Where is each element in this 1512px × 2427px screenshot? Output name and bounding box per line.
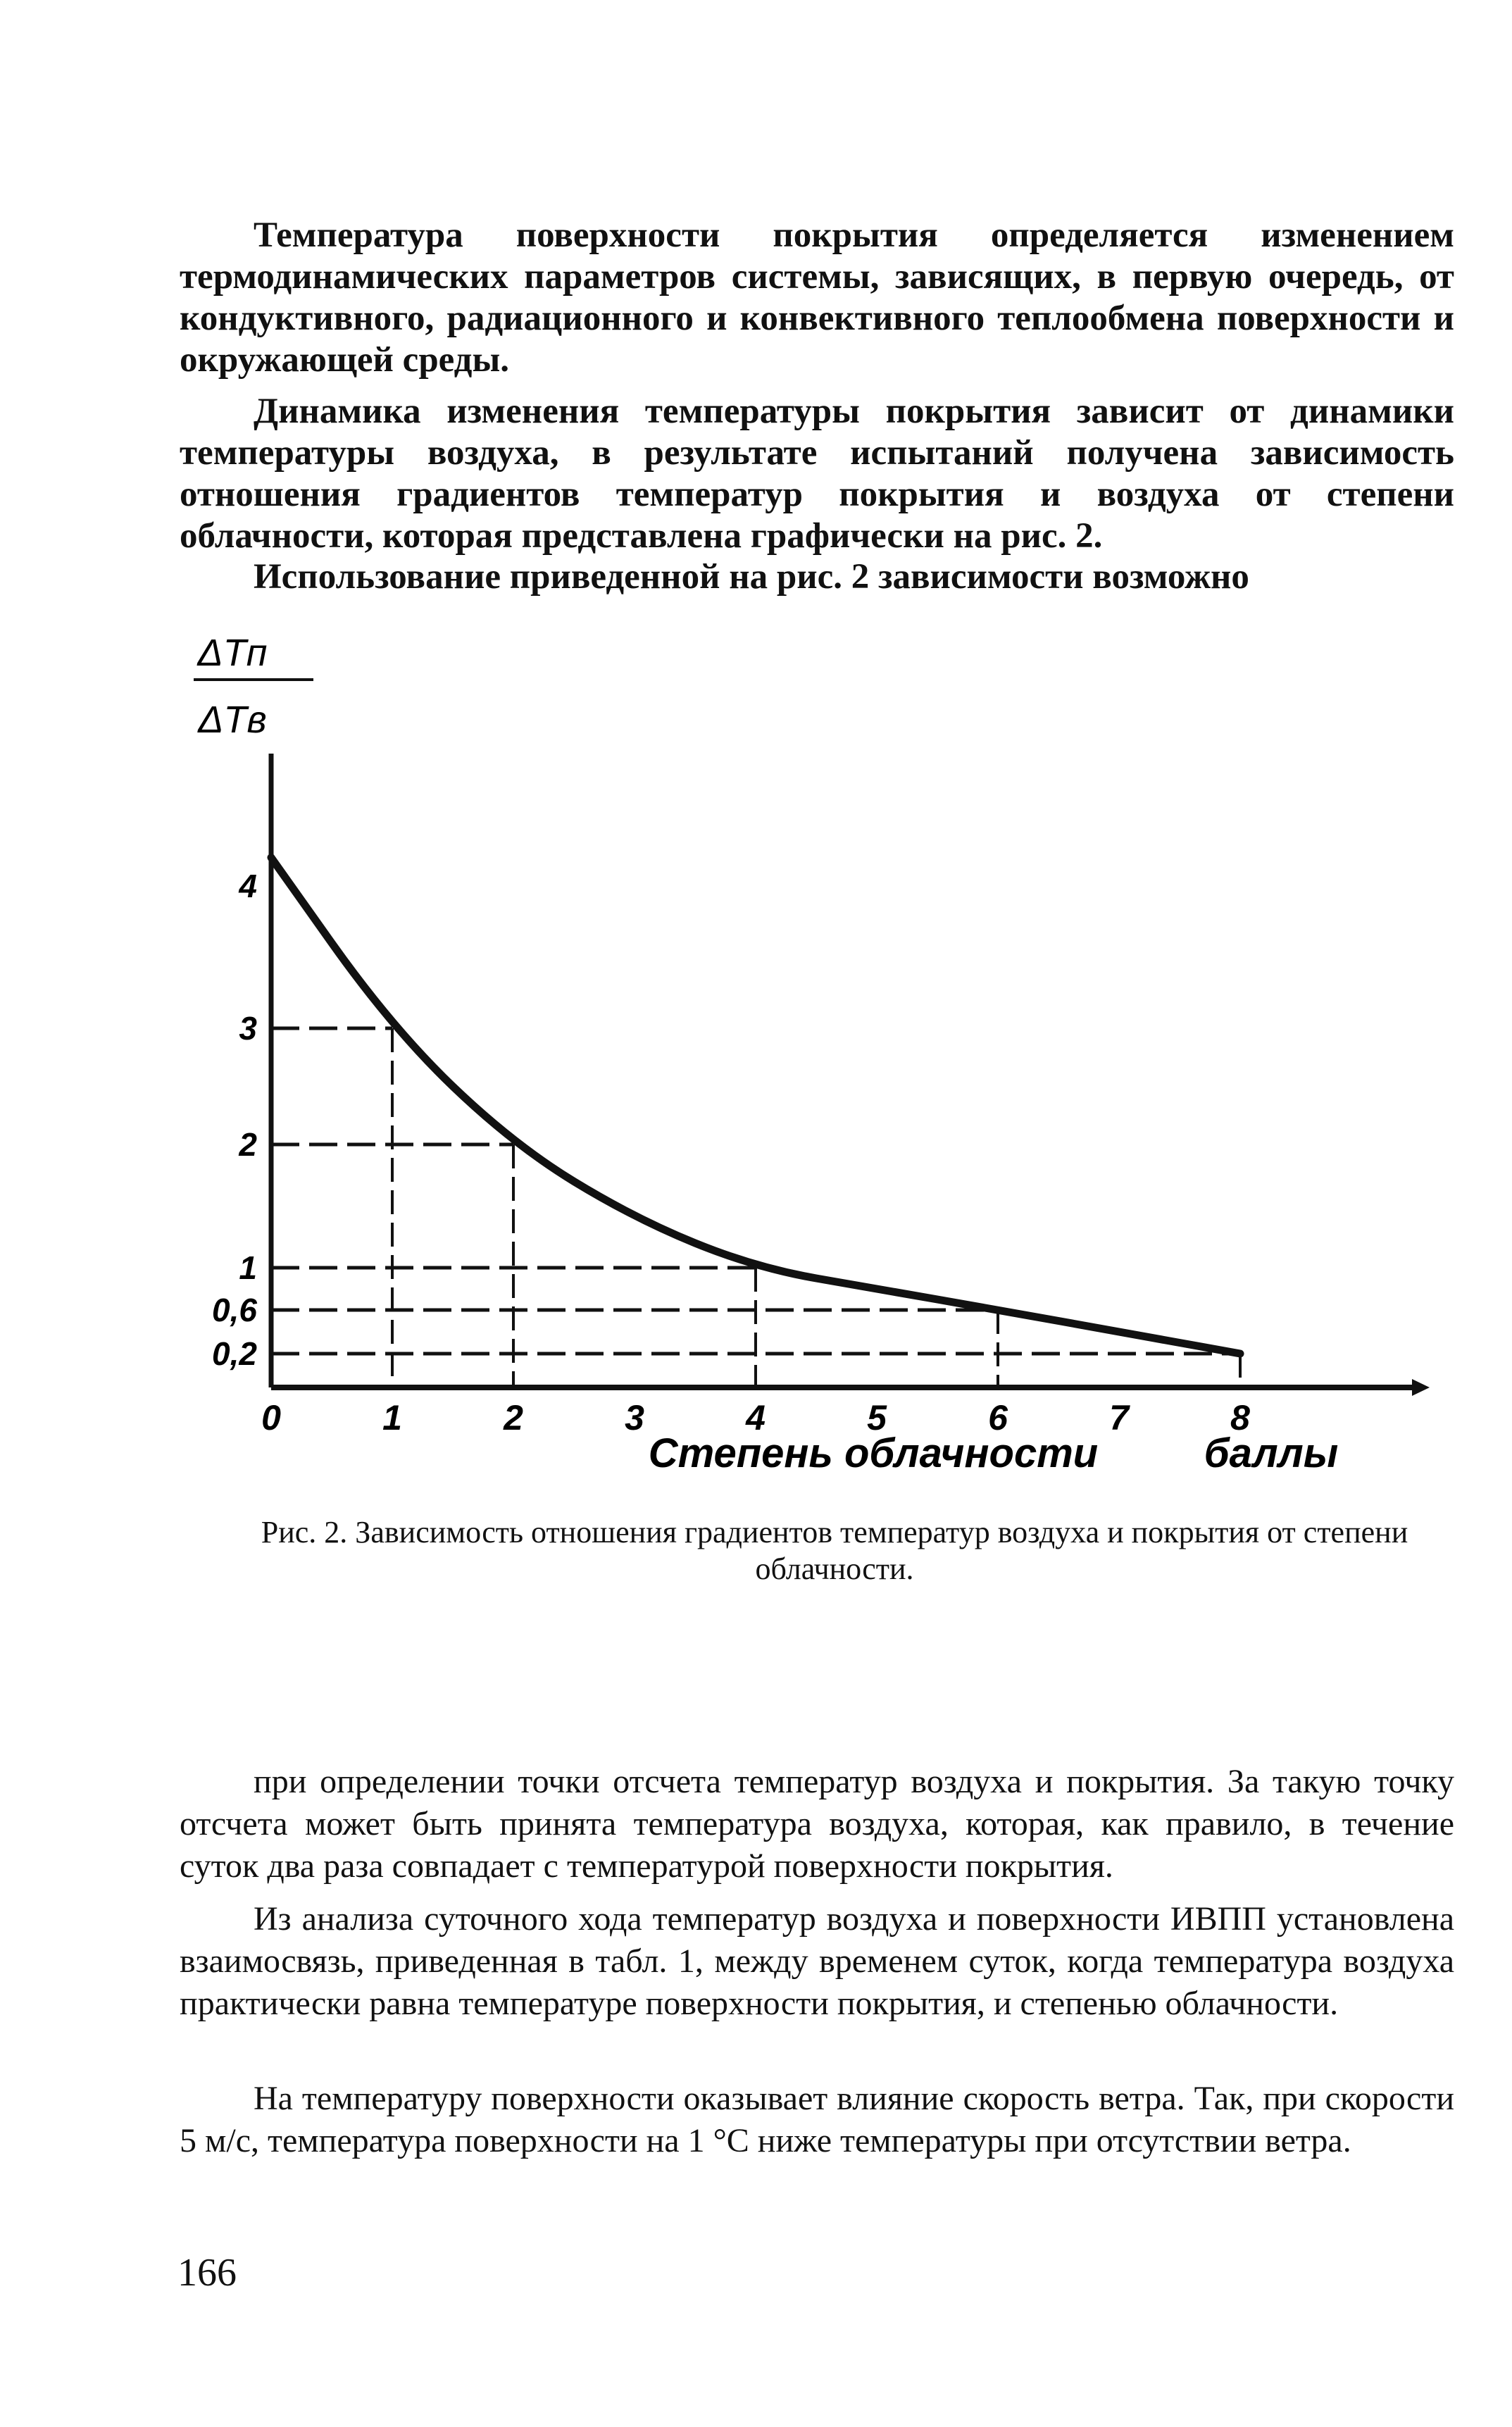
- y-tick-label-3: 1: [239, 1249, 257, 1286]
- paragraph-6: На температуру поверхности оказывает влияние скорость ветра. Так, при скорости 5 м/с, температура поверхности на 1 °С ниже температуры при отсутствии ветра.: [180, 2080, 1454, 2159]
- x-tick-label-1: 1: [382, 1398, 402, 1437]
- paragraph-2: Динамика изменения температуры покрытия зависит от динамики температуры воздуха, в результате испытаний получена зависимость отношения градиентов температур покрытия и воздуха от степени облачности, которая представлена графически на рис. 2.: [180, 392, 1454, 556]
- x-axis-arrow: [1412, 1379, 1430, 1396]
- paragraph-4: при определении точки отсчета температур воздуха и покрытия. За такую точку отсчета может быть принята температура воздуха, которая, как правило, в течение суток два раза совпадает с температурой поверхности покрытия.: [180, 1763, 1454, 1885]
- y-tick-label-4: 0,6: [212, 1292, 257, 1328]
- x-tick-label-5: 5: [867, 1398, 887, 1437]
- x-tick-label-8: 8: [1230, 1398, 1250, 1437]
- x-tick-label-0: 0: [261, 1398, 281, 1437]
- y-axis-label-denominator: ΔTв: [198, 699, 267, 741]
- figure-caption: Рис. 2. Зависимость отношения градиентов температур воздуха и покрытия от степени облачности.: [261, 1515, 1408, 1586]
- x-tick-label-2: 2: [504, 1398, 523, 1437]
- y-tick-label-2: 2: [239, 1126, 257, 1163]
- y-tick-label-1: 3: [239, 1010, 257, 1047]
- y-tick-label-5: 0,2: [212, 1335, 257, 1372]
- x-axis-unit: баллы: [1204, 1430, 1339, 1476]
- y-axis-label-numerator: ΔTп: [197, 632, 268, 674]
- x-tick-label-6: 6: [988, 1398, 1008, 1437]
- paragraph-5: Из анализа суточного хода температур воздуха и поверхности ИВПП установлена взаимосвязь, приведенная в табл. 1, между временем суток, когда температура воздуха практически равна температуре поверхности покрытия, и степенью облачности.: [180, 1900, 1454, 2022]
- page-number: 166: [177, 2251, 237, 2295]
- paragraph-1: Температура поверхности покрытия определяется изменением термодинамических параметров системы, зависящих, в первую очередь, от кондуктивного, радиационного и конвективного теплообмена поверхности и окружающей среды.: [180, 216, 1454, 380]
- x-tick-label-3: 3: [625, 1398, 644, 1437]
- paragraph-3: Использование приведенной на рис. 2 зависимости возможно: [254, 557, 1249, 597]
- x-axis-label: Степень облачности: [648, 1430, 1099, 1476]
- cloudiness-chart: [0, 606, 1512, 1493]
- x-tick-label-4: 4: [746, 1398, 766, 1437]
- x-tick-label-7: 7: [1109, 1398, 1129, 1437]
- y-tick-label-0: 4: [239, 868, 257, 904]
